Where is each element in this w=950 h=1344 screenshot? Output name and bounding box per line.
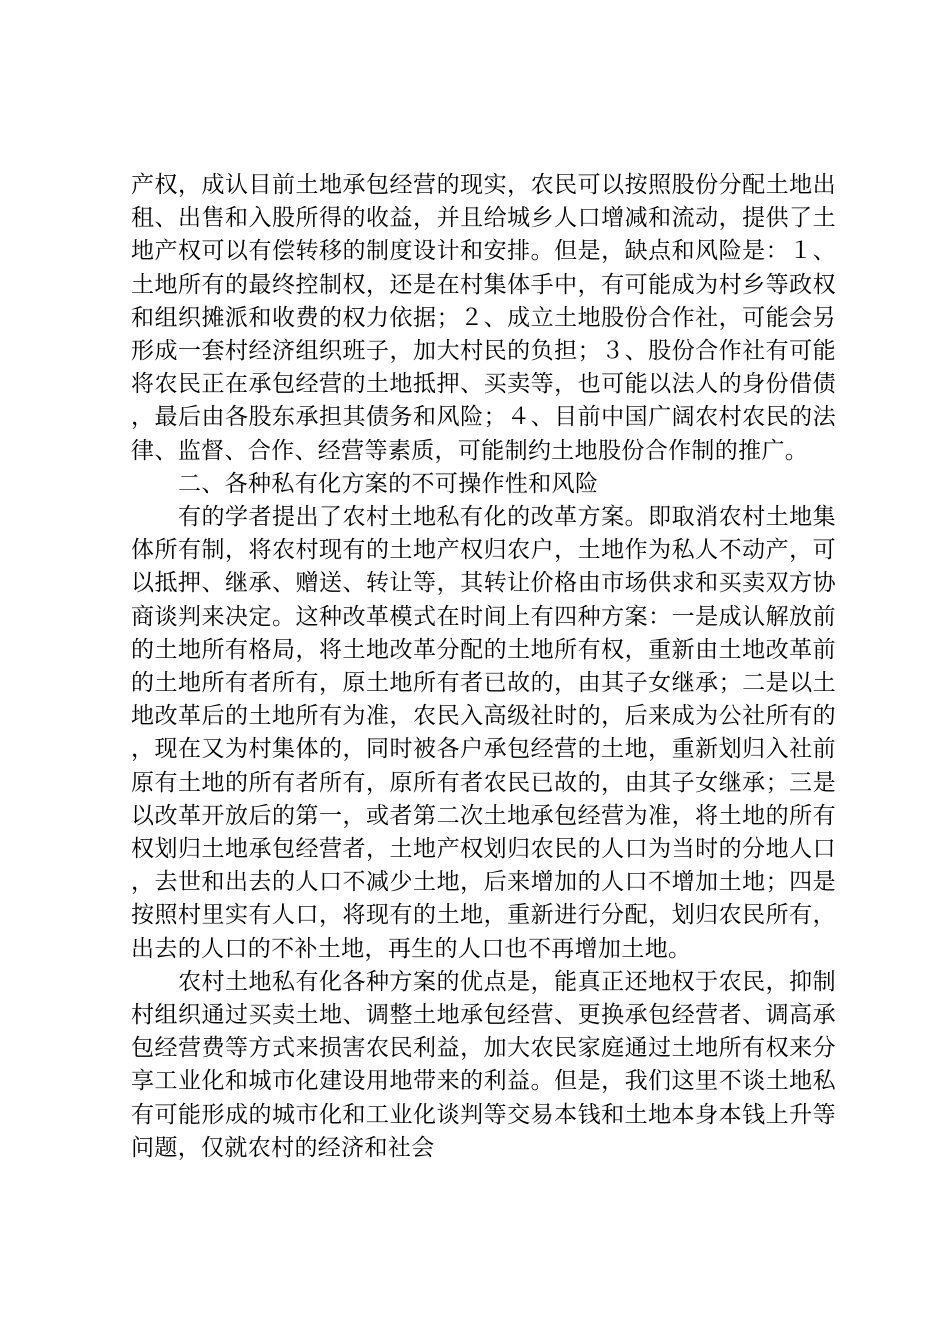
document-body [131, 169, 836, 1165]
paragraph-land-shareholding-risks: 产权，成认目前土地承包经营的现实，农民可以按照股份分配土地出租、出售和入股所得的收益，并且给城乡人口增减和流动，提供了土地产权可以有偿转移的制度设计和安排。但是，缺点和风险是：１、土地所有的最终控制权，还是在村集体手中，有可能成为村乡等政权和组织摊派和收费的权力依据；２、成立土地股份合作社，可能会另形成一套村经济组织班子，加大村民的负担；３、股份合作社有可能将农民正在承包经营的土地抵押、买卖等，也可能以法人的身份借债，最后由各股东承担其债务和风险；４、目前中国广阔农村农民的法律、监督、合作、经营等素质，可能制约土地股份合作制的推广。 [131, 172, 836, 464]
paragraph-privatization-schemes: 有的学者提出了农村土地私有化的改革方案。即取消农村土地集体所有制，将农村现有的土地产权归农户，土地作为私人不动产，可以抵押、继承、赠送、转让等，其转让价格由市场供求和买卖双方协商谈判来决定。这种改革模式在时间上有四种方案：一是成认解放前的土地所有格局，将土地改革分配的土地所有权，重新由土地改革前的土地所有者所有，原土地所有者已故的，由其子女继承；二是以土地改革后的土地所有为准，农民入高级社时的，后来成为公社所有的，现在又为村集体的，同时被各户承包经营的土地，重新划归入社前原有土地的所有者所有，原所有者农民已故的，由其子女继承；三是以改革开放后的第一，或者第二次土地承包经营为准，将土地的所有权划归土地承包经营者，土地产权划归农民的人口为当时的分地人口，去世和出去的人口不减少土地，后来增加的人口不增加土地；四是按照村里实有人口，将现有的土地，重新进行分配，划归农民所有，出去的人口的不补土地，再生的人口也不再增加土地。 [131, 504, 836, 962]
paragraph-privatization-advantages: 农村土地私有化各种方案的优点是，能真正还地权于农民，抑制村组织通过买卖土地、调整土地承包经营、更换承包经营者、调高承包经营费等方式来损害农民利益，加大农民家庭通过土地所有权来分享工业化和城市化建设用地带来的利益。但是，我们这里不谈土地私有可能形成的城市化和工业化谈判等交易本钱和土地本身本钱上升等问题，仅就农村的经济和社会 [131, 968, 836, 1161]
section-heading-privatization: 二、各种私有化方案的不可操作性和风险 [178, 470, 599, 497]
